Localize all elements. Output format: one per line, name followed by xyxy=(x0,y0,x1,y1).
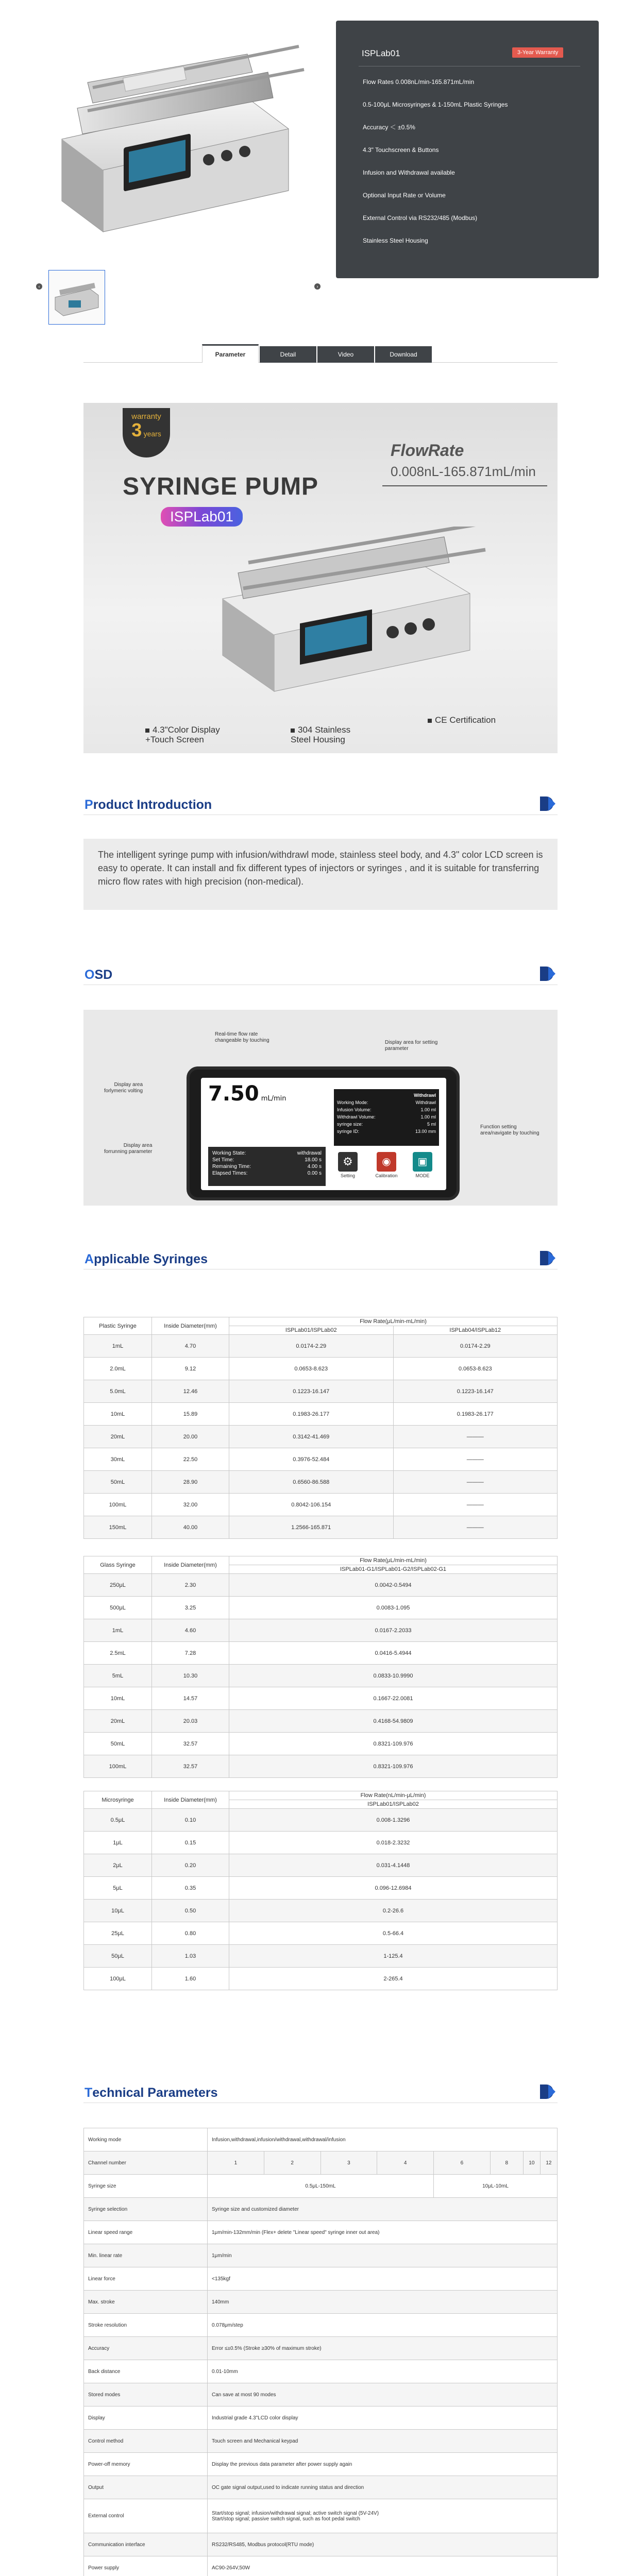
next-arrow-icon[interactable]: › xyxy=(314,283,320,290)
table-row: 100mL 32.57 0.8321-109.976 xyxy=(84,1755,558,1778)
table-row: Syringe selection Syringe size and customized diameter xyxy=(84,2198,558,2221)
table-row: Power-off memory Display the previous data parameter after power supply again xyxy=(84,2453,558,2476)
table-cell: 0.5μL-150mL xyxy=(208,2175,434,2198)
table-row: External control Start/stop signal; infusion/withdrawal signal; active switch signal (5V-24V) Start/stop signal; passive switch signal, such as foot pedal switch xyxy=(84,2499,558,2533)
table-row: 50μL 1.03 1-125.4 xyxy=(84,1945,558,1968)
banner-pump-image xyxy=(202,527,491,697)
logo-mark-icon xyxy=(538,1249,558,1267)
flow-value: 0.008nL-165.871mL/min xyxy=(391,464,536,479)
feature-item: 0.5-100μL Microsyringes & 1-150mL Plastic Syringes xyxy=(363,101,508,108)
table-cell: 3 xyxy=(320,2151,377,2175)
feature-item: Stainless Steel Housing xyxy=(363,237,428,244)
hero-banner xyxy=(83,403,558,753)
table-cell: 6 xyxy=(434,2151,491,2175)
table-cell: 10μL-10mL xyxy=(434,2175,558,2198)
plastic-syringe-table: Plastic Syringe Inside Diameter(mm) Flow Rate(μL/min-mL/min) ISPLab01/ISPLab02 ISPLab04/ISPLab12 1mL 4.70 0.0174-2.29 0.0174-2.29 2.0mL 9.12 0.0653-8.623 0.0653-8.623 5.0mL 12.46 0.1223-16.147 0.1223-16.147 10mL 15.89 0.1983-26.177 0.1983-26.177 20mL 20.00 0.3142-41.469 ——— 30mL 22.50 0.3976-52.484 ——— 50mL 28.90 0.6560-86.588 ——— 100mL 32.00 0.8042-106.154 ——— 150mL 40.00 1.2566-165.871 ——— xyxy=(83,1317,558,1539)
table-row: Power supply AC90-264V,50W xyxy=(84,2556,558,2576)
callout-volume: Display area forlymeric volting xyxy=(104,1082,143,1094)
section-title-osd: OSD xyxy=(83,963,558,985)
feature-item: Accuracy ＜ ±0.5% xyxy=(363,124,415,131)
callout-running: Display area forrunning parameter xyxy=(104,1143,153,1155)
table-row: 0.5μL 0.10 0.008-1.3296 xyxy=(84,1809,558,1832)
device-screen xyxy=(187,1066,460,1200)
model-name: ISPLab01 xyxy=(362,48,400,58)
tab-detail[interactable]: Detail xyxy=(260,346,316,363)
callout-flow: Real-time flow rate changeable by touching xyxy=(215,1031,269,1043)
table-row: 10mL 14.57 0.1667-22.0081 xyxy=(84,1687,558,1710)
feature-list xyxy=(363,78,508,260)
table-cell: 1 xyxy=(208,2151,264,2175)
feature-item: 4.3" Touchscreen & Buttons xyxy=(363,146,439,154)
lcd-param-row: Withdrawl Volume: 1.00 ml xyxy=(337,1114,436,1120)
feature-item: Flow Rates 0.008nL/min-165.871mL/min xyxy=(363,78,475,86)
logo-mark-icon xyxy=(538,794,558,813)
check-icon xyxy=(145,728,149,733)
feature-item: Infusion and Withdrawal available xyxy=(363,169,455,176)
table-row: 2.0mL 9.12 0.0653-8.623 0.0653-8.623 xyxy=(84,1358,558,1380)
table-row: 30mL 22.50 0.3976-52.484 ——— xyxy=(84,1448,558,1471)
lcd-rate: 7.50 mL/min xyxy=(208,1082,286,1106)
banner-title: SYRINGE PUMP xyxy=(123,473,319,500)
table-row: 100μL 1.60 2-265.4 xyxy=(84,1968,558,1990)
logo-mark-icon xyxy=(538,964,558,983)
flow-label: FlowRate xyxy=(391,441,464,460)
table-row: Communication interface RS232/RS485, Modbus protocol(RTU mode) xyxy=(84,2533,558,2556)
table-row: 2.5mL 7.28 0.0416-5.4944 xyxy=(84,1642,558,1665)
table-row: 2μL 0.20 0.031-4.1448 xyxy=(84,1854,558,1877)
thumbnail-1[interactable] xyxy=(48,270,105,325)
table-row: Output OC gate signal output,used to indicate running status and direction xyxy=(84,2476,558,2499)
lcd-status-box: Working State: Set Time: Remaining Time: Elapsed Times: withdrawal 18.00 s 4.00 s 0.00 s xyxy=(208,1147,326,1186)
table-row: 150mL 40.00 1.2566-165.871 ——— xyxy=(84,1516,558,1539)
table-row: Accuracy Error ≤±0.5% (Stroke ≥30% of maximum stroke) xyxy=(84,2337,558,2360)
tab-video[interactable]: Video xyxy=(317,346,374,363)
table-row: Stored modes Can save at most 90 modes xyxy=(84,2383,558,2406)
prev-arrow-icon[interactable]: ‹ xyxy=(36,283,42,290)
callout-params: Display area for setting parameter xyxy=(385,1040,438,1052)
table-cell: 4 xyxy=(377,2151,434,2175)
table-row: Display Industrial grade 4.3"LCD color display xyxy=(84,2406,558,2430)
table-row: Back distance 0.01-10mm xyxy=(84,2360,558,2383)
section-title-syringes: Applicable Syringes xyxy=(83,1248,558,1269)
tab-parameter[interactable]: Parameter xyxy=(202,344,259,363)
thumbnail-row xyxy=(36,268,325,304)
lcd-param-row: syringe size: 5 ml xyxy=(337,1122,436,1127)
setting-icon[interactable]: ⚙ Setting xyxy=(334,1152,362,1178)
table-row: 250μL 2.30 0.0042-0.5494 xyxy=(84,1574,558,1597)
table-row: Max. stroke 140mm xyxy=(84,2291,558,2314)
feature-item: External Control via RS232/485 (Modbus) xyxy=(363,214,478,222)
table-row: 500μL 3.25 0.0083-1.095 xyxy=(84,1597,558,1619)
table-row: 10mL 15.89 0.1983-26.177 0.1983-26.177 xyxy=(84,1403,558,1426)
warranty-button[interactable]: 3-Year Warranty xyxy=(512,47,563,58)
table-row: Working mode Infusion,withdrawal,infusion/withdrawal,withdrawal/infusion xyxy=(84,2128,558,2151)
banner-feature-2: 304 Stainless Steel Housing xyxy=(291,725,351,744)
lcd-param-box: Withdrawl Working Mode: Withdrawl Infusion Volume: 1.00 ml Withdrawl Volume: 1.00 ml syringe size: 5 ml syringe ID: 13.00 mm xyxy=(334,1089,439,1146)
table-row: 1μL 0.15 0.018-2.3232 xyxy=(84,1832,558,1854)
logo-mark-icon xyxy=(538,2082,558,2101)
table-row: 5mL 10.30 0.0833-10.9990 xyxy=(84,1665,558,1687)
check-icon xyxy=(291,728,295,733)
model-tag: ISPLab01 xyxy=(161,507,243,527)
feature-item: Optional Input Rate or Volume xyxy=(363,192,446,199)
tab-download[interactable]: Download xyxy=(375,346,432,363)
section-title-intro: Product Introduction xyxy=(83,793,558,815)
lcd-param-row: Infusion Volume: 1.00 ml xyxy=(337,1107,436,1112)
table-row: Channel number 1 2 3 4 6 8 10 12 xyxy=(84,2151,558,2175)
table-row: Syringe size 0.5μL-150mL 10μL-10mL xyxy=(84,2175,558,2198)
table-row: 1mL 4.70 0.0174-2.29 0.0174-2.29 xyxy=(84,1335,558,1358)
calibration-icon[interactable]: ◉ Calibration xyxy=(371,1152,402,1178)
table-row: Control method Touch screen and Mechanical keypad xyxy=(84,2430,558,2453)
spec-panel xyxy=(336,21,599,278)
main-product-image[interactable] xyxy=(31,10,319,252)
table-row: 1mL 4.60 0.0167-2.2033 xyxy=(84,1619,558,1642)
osd-panel xyxy=(83,1010,558,1206)
table-row: 50mL 28.90 0.6560-86.588 ——— xyxy=(84,1471,558,1494)
table-row: 5.0mL 12.46 0.1223-16.147 0.1223-16.147 xyxy=(84,1380,558,1403)
micro-syringe-table: Microsyringe Inside Diameter(mm) Flow Rate(nL/min-μL/min) ISPLab01/ISPLab02 0.5μL 0.10 0.008-1.3296 1μL 0.15 0.018-2.3232 2μL 0.20 0.031-4.1448 5μL 0.35 0.096-12.6984 10μL 0.50 0.2-26.6 25μL 0.80 0.5-66.4 50μL 1.03 1-125.4 100μL 1.60 2-265.4 xyxy=(83,1791,558,1990)
table-cell: 2 xyxy=(264,2151,320,2175)
table-row: Stroke resolution 0.078μm/step xyxy=(84,2314,558,2337)
table-row: 10μL 0.50 0.2-26.6 xyxy=(84,1900,558,1922)
table-row: 25μL 0.80 0.5-66.4 xyxy=(84,1922,558,1945)
table-row: Linear force <135kgf xyxy=(84,2267,558,2291)
table-row: 100mL 32.00 0.8042-106.154 ——— xyxy=(84,1494,558,1516)
table-row: 50mL 32.57 0.8321-109.976 xyxy=(84,1733,558,1755)
glass-syringe-table: Glass Syringe Inside Diameter(mm) Flow Rate(μL/min-mL/min) ISPLab01-G1/ISPLab01-G2/ISPLab02-G1 250μL 2.30 0.0042-0.5494 500μL 3.25 0.0083-1.095 1mL 4.60 0.0167-2.2033 2.5mL 7.28 0.0416-5.4944 5mL 10.30 0.0833-10.9990 10mL 14.57 0.1667-22.0081 20mL 20.03 0.4168-54.9809 50mL 32.57 0.8321-109.976 100mL 32.57 0.8321-109.976 xyxy=(83,1556,558,1778)
table-cell: 10 xyxy=(523,2151,540,2175)
section-title-tech: Technical Parameters xyxy=(83,2081,558,2103)
table-row: 20mL 20.00 0.3142-41.469 ——— xyxy=(84,1426,558,1448)
table-row: Min. linear rate 1μm/min xyxy=(84,2244,558,2267)
table-cell: 12 xyxy=(540,2151,557,2175)
mode-icon[interactable]: ▣ MODE xyxy=(407,1152,438,1178)
lcd-param-row: Working Mode: Withdrawl xyxy=(337,1100,436,1105)
warranty-badge: warranty 3 years xyxy=(123,408,170,457)
lcd-param-row: syringe ID: 13.00 mm xyxy=(337,1129,436,1134)
intro-box xyxy=(83,839,558,910)
banner-feature-3: CE Certification xyxy=(428,715,496,725)
table-cell: 8 xyxy=(490,2151,523,2175)
flow-underline xyxy=(382,485,547,486)
tab-bar xyxy=(83,344,558,363)
callout-function: Function setting area/navigate by touching xyxy=(480,1124,539,1136)
table-row: 5μL 0.35 0.096-12.6984 xyxy=(84,1877,558,1900)
table-row: 20mL 20.03 0.4168-54.9809 xyxy=(84,1710,558,1733)
banner-feature-1: 4.3"Color Display +Touch Screen xyxy=(145,725,220,744)
intro-text: The intelligent syringe pump with infusion/withdrawl mode, stainless steel body, and 4.3" color LCD screen is easy to operate. It can install and fix different types of injectors or syringes , and it is suitable for transferring micro flow rates with high precision (non-medical). xyxy=(98,850,543,887)
check-icon xyxy=(428,719,432,723)
table-row: Linear speed range 1μm/min-132mm/min (Flex+ delete "Linear speed" syringe inner out area) xyxy=(84,2221,558,2244)
tech-table xyxy=(83,2128,558,2576)
lcd xyxy=(201,1078,446,1190)
